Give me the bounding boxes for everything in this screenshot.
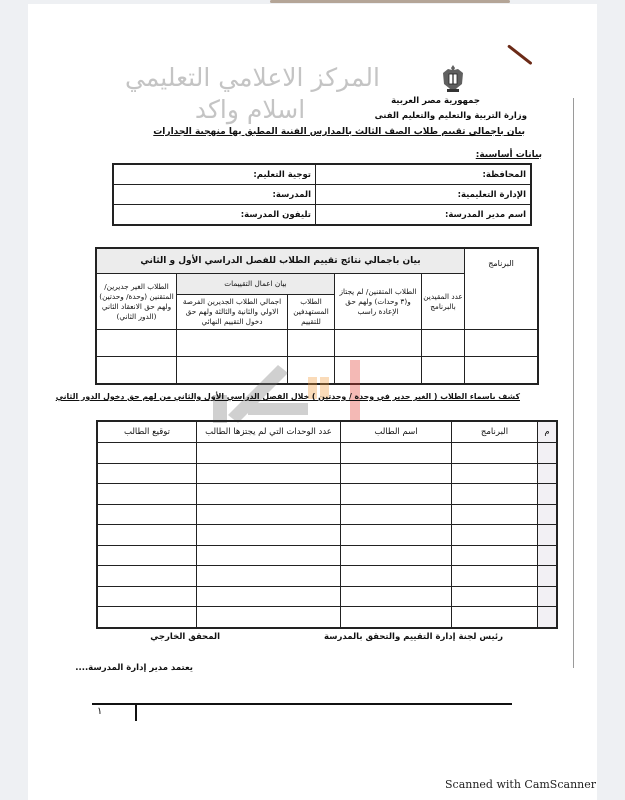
table-cell[interactable] <box>422 330 465 357</box>
school-phone-field[interactable]: تليفون المدرسة: <box>113 205 316 226</box>
table-cell[interactable] <box>335 330 422 357</box>
table-cell[interactable] <box>452 504 538 525</box>
footer-divider <box>135 704 137 721</box>
table-cell[interactable] <box>96 330 177 357</box>
table-cell[interactable] <box>97 545 197 566</box>
table-cell[interactable] <box>452 525 538 546</box>
table-cell[interactable] <box>465 357 539 385</box>
table-cell[interactable] <box>197 484 341 505</box>
watermark-line-1: المركز الاعلامي التعليمي <box>125 63 380 92</box>
table-cell[interactable] <box>341 566 452 587</box>
total-worthy-header: اجمالي الطلاب الجديرين الفرصة الاولي والثانية والثالثة ولهم حق دخول التقييم النهائي <box>177 295 288 330</box>
basic-info-row <box>113 164 531 185</box>
table-row <box>97 545 557 566</box>
table-cell[interactable] <box>452 484 538 505</box>
not-worthy-header: الطلاب الغير جديرين/المتقنين (وحدة/ وحدتين) ولهم حق الانعقاد الثاني (الدور الثاني) <box>96 274 177 330</box>
student-signature-header: توقيع الطالب <box>97 421 197 443</box>
school-field[interactable]: المدرسة: <box>113 185 316 205</box>
watermark-line-2: اسلام واكد <box>194 95 306 124</box>
table-cell[interactable] <box>452 443 538 464</box>
table-cell[interactable] <box>341 586 452 607</box>
page-fold-line <box>573 98 574 668</box>
table-cell[interactable] <box>96 357 177 385</box>
principal-approval: يعتمد مدير إدارة المدرسة.... <box>75 663 193 673</box>
table-cell[interactable] <box>538 443 558 464</box>
table-cell[interactable] <box>538 545 558 566</box>
students-names-table <box>96 420 558 629</box>
table-cell[interactable] <box>97 525 197 546</box>
camscanner-watermark: Scanned with CamScanner <box>445 778 597 791</box>
basic-info-table <box>112 163 532 226</box>
table-cell[interactable] <box>197 463 341 484</box>
table-cell[interactable] <box>177 330 288 357</box>
table-cell[interactable] <box>465 330 539 357</box>
table-cell[interactable] <box>341 607 452 628</box>
program-column-header: البرنامج <box>452 421 538 443</box>
table-cell[interactable] <box>452 463 538 484</box>
table-cell[interactable] <box>452 566 538 587</box>
table-cell[interactable] <box>452 607 538 628</box>
table-row <box>97 607 557 628</box>
index-header: م <box>538 421 558 443</box>
table-cell[interactable] <box>538 607 558 628</box>
table-cell[interactable] <box>341 545 452 566</box>
committee-head-signature: رئيس لجنة إدارة التقييم والتحقق بالمدرسة <box>323 632 503 642</box>
table-cell[interactable] <box>341 463 452 484</box>
site-logo-watermark <box>208 355 378 425</box>
education-directorate-field[interactable]: توجية التعليم: <box>113 164 316 185</box>
table-cell[interactable] <box>197 525 341 546</box>
student-name-header: اسم الطالب <box>341 421 452 443</box>
table-cell[interactable] <box>538 525 558 546</box>
table-cell[interactable] <box>97 586 197 607</box>
table-cell[interactable] <box>197 443 341 464</box>
ministry-name: وزارة التربية والتعليم والتعليم الفنى <box>374 111 527 121</box>
table-cell[interactable] <box>97 607 197 628</box>
table-row <box>97 566 557 587</box>
table-row <box>97 504 557 525</box>
table-cell[interactable] <box>341 504 452 525</box>
units-failed-header: عدد الوحدات التي لم يجتزها الطالب <box>197 421 341 443</box>
table-cell[interactable] <box>538 504 558 525</box>
basic-info-row <box>113 185 531 205</box>
table-cell[interactable] <box>197 586 341 607</box>
program-header: البرنامج <box>465 248 539 330</box>
principal-name-field[interactable]: اسم مدير المدرسة: <box>316 205 532 226</box>
assessments-group-header: بيان اعمال التقييمات <box>177 274 335 295</box>
results-table-title: بيان باجمالي نتائج تقييم الطلاب للفصل الدراسي الأول و الثاني <box>96 248 465 274</box>
paper-edge <box>270 0 510 3</box>
page-number: ١ <box>97 706 103 717</box>
eagle-emblem-icon <box>440 64 466 94</box>
table-cell[interactable] <box>341 484 452 505</box>
governorate-field[interactable]: المحافظة: <box>316 164 532 185</box>
passed-header: الطلاب المتقنين/ لم يجتاز و(٣ وحدات) ولهم حق الإعادة راسب <box>335 274 422 330</box>
table-cell[interactable] <box>197 607 341 628</box>
table-cell[interactable] <box>452 545 538 566</box>
basic-info-row <box>113 205 531 226</box>
table-cell[interactable] <box>538 484 558 505</box>
table-cell[interactable] <box>97 504 197 525</box>
table-cell[interactable] <box>97 484 197 505</box>
table-cell[interactable] <box>538 463 558 484</box>
basic-info-heading: بيانات أساسية: <box>475 150 542 160</box>
table-row <box>97 525 557 546</box>
table-cell[interactable] <box>538 586 558 607</box>
table-cell[interactable] <box>197 504 341 525</box>
table-row <box>97 586 557 607</box>
footer-rule <box>92 703 512 705</box>
names-section-title: كشف باسماء الطلاب ( الغير جدير في وحدة / وحدتين ) خلال الفصل الدراسي الأول والثاني من لهم حق دخول الدور الثاني <box>55 392 520 401</box>
table-cell[interactable] <box>97 463 197 484</box>
educational-administration-field[interactable]: الإدارة التعليمية: <box>316 185 532 205</box>
table-cell[interactable] <box>341 525 452 546</box>
targeted-header: الطلاب المستهدفين للتقييم <box>288 295 335 330</box>
table-cell[interactable] <box>97 443 197 464</box>
table-cell[interactable] <box>341 443 452 464</box>
table-cell[interactable] <box>422 357 465 385</box>
document-title: بيان باجمالي تقييم طلاب الصف الثالث بالمدارس الفنية المطبق بها منهجية الجدارات <box>153 127 525 137</box>
table-cell[interactable] <box>197 566 341 587</box>
table-row <box>96 330 538 357</box>
table-row <box>97 463 557 484</box>
table-cell[interactable] <box>538 566 558 587</box>
table-row <box>97 484 557 505</box>
table-cell[interactable] <box>288 330 335 357</box>
country-name: جمهورية مصر العربية <box>391 96 480 106</box>
enrolled-header: عدد المقيدين بالبرنامج <box>422 274 465 330</box>
table-row <box>97 443 557 464</box>
table-cell[interactable] <box>197 545 341 566</box>
external-verifier-signature: المحقق الخارجي <box>150 632 220 642</box>
table-cell[interactable] <box>452 586 538 607</box>
table-cell[interactable] <box>97 566 197 587</box>
